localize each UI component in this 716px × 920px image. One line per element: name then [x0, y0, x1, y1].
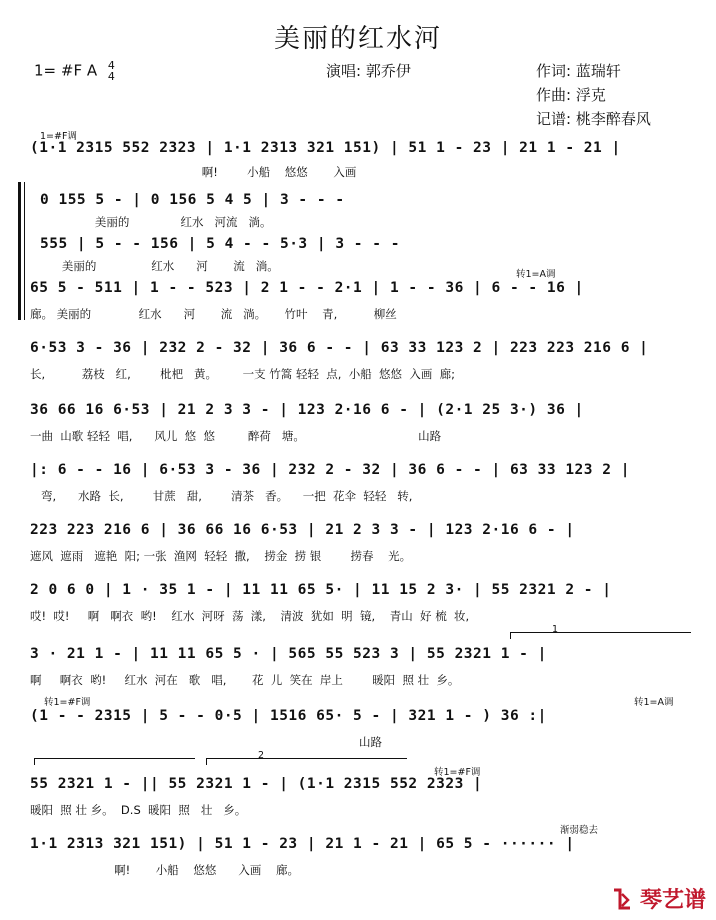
notation-line: 3 · 21 1 - | 11 11 65 5 · | 565 55 523 3 | 55 2321 1 - |: [30, 646, 547, 662]
lyric-line: 哎! 哎! 啊 啊衣 哟! 红水 河呀 荡 漾, 清波 犹如 明 镜, 青山 好 梳 妆,: [30, 609, 470, 623]
notation-line: 555 | 5 - - 156 | 5 4 - - 5·3 | 3 - - -: [40, 236, 400, 252]
system-bracket-line: [24, 182, 25, 320]
lyric-line: 弯, 水路 长, 甘蔗 甜, 清茶 香。 一把 花伞 轻轻 转,: [30, 489, 413, 503]
key-text: 1= #F A: [34, 61, 98, 80]
logo-icon: [612, 888, 632, 910]
volta-bracket-1b: [34, 758, 195, 765]
key-signature: [34, 60, 115, 82]
composer-credit: 作曲: 浮克: [536, 86, 606, 104]
lyric-line: 长, 荔枝 红, 枇杷 黄。 一支 竹篙 轻轻 点, 小船 悠悠 入画 廊;: [30, 367, 456, 381]
song-title: 美丽的红水河: [273, 24, 442, 54]
notation-line: 36 66 16 6·53 | 21 2 3 3 - | 123 2·16 6 - | (2·1 25 3·) 36 |: [30, 402, 584, 418]
notation-line: 1·1 2313 321 151) | 51 1 - 23 | 21 1 - 21 | 65 5 - ······ |: [30, 836, 575, 852]
time-top: 4: [107, 59, 115, 72]
lyricist-credit: 作词: 蓝瑞轩: [536, 62, 621, 80]
lyric-line: 啊 啊衣 哟! 红水 河在 歌 唱, 花 儿 笑在 岸上 暖阳 照 壮 乡。: [30, 673, 460, 687]
system-bracket: [18, 182, 21, 320]
volta-label: 1: [552, 624, 559, 635]
time-signature: [108, 60, 115, 82]
dynamic-marker: 渐弱稳去: [560, 825, 599, 836]
key-change-marker: 转1=A调: [516, 269, 556, 280]
key-change-marker: 转1=A调: [634, 697, 674, 708]
singer-credit: 演唱: 郭乔伊: [326, 62, 411, 80]
key-change-marker: 1=#F调: [40, 131, 77, 142]
lyric-line: 山路: [30, 735, 382, 749]
notation-line: 65 5 - 511 | 1 - - 523 | 2 1 - - 2·1 | 1 - - 36 | 6 - - 16 |: [30, 280, 584, 296]
lyric-line: 廊。 美丽的 红水 河 流 淌。 竹叶 青, 柳丝: [30, 307, 397, 321]
lyric-line: 啊! 小船 悠悠 入画 廊。: [30, 863, 299, 877]
logo-text: 琴艺谱: [639, 888, 706, 913]
key-change-marker: 转1=#F调: [434, 767, 481, 778]
volta-bracket-2: [206, 758, 407, 765]
lyric-line: 遮风 遮雨 遮艳 阳; 一张 渔网 轻轻 撒, 捞金 捞 银 捞春 光。: [30, 549, 412, 563]
notation-line: 223 223 216 6 | 36 66 16 6·53 | 21 2 3 3 - | 123 2·16 6 - |: [30, 522, 575, 538]
notation-line: 6·53 3 - 36 | 232 2 - 32 | 36 6 - - | 63 33 123 2 | 223 223 216 6 |: [30, 340, 649, 356]
notation-line: |: 6 - - 16 | 6·53 3 - 36 | 232 2 - 32 | 36 6 - - | 63 33 123 2 |: [30, 462, 630, 478]
lyric-line: 暖阳 照 壮 乡。 D.S 暖阳 照 壮 乡。: [30, 803, 247, 817]
notation-line: 0 155 5 - | 0 156 5 4 5 | 3 - - -: [40, 192, 345, 208]
notation-line: 55 2321 1 - || 55 2321 1 - | (1·1 2315 552 2323 |: [30, 776, 483, 792]
volta-bracket-1: [510, 632, 691, 639]
lyric-line: 啊! 小船 悠悠 入画: [30, 165, 357, 179]
transcriber-credit: 记谱: 桃李醉春风: [536, 110, 651, 128]
lyric-line: 一曲 山歌 轻轻 唱, 风儿 悠 悠 醉荷 塘。 山路: [30, 429, 442, 443]
lyric-line: 美丽的 红水 河流 淌。: [40, 215, 272, 229]
key-change-marker: 转1=#F调: [44, 697, 91, 708]
time-bottom: 4: [107, 70, 115, 83]
volta-label: 2: [258, 750, 265, 761]
notation-line: (1·1 2315 552 2323 | 1·1 2313 321 151) | 51 1 - 23 | 21 1 - 21 |: [30, 140, 621, 156]
notation-line: (1 - - 2315 | 5 - - 0·5 | 1516 65· 5 - | 321 1 - ) 36 :|: [30, 708, 547, 724]
notation-line: 2 0 6 0 | 1 · 35 1 - | 11 11 65 5· | 11 15 2 3· | 55 2321 2 - |: [30, 582, 612, 598]
site-logo: [612, 883, 706, 914]
lyric-line: 美丽的 红水 河 流 淌。: [40, 259, 279, 273]
